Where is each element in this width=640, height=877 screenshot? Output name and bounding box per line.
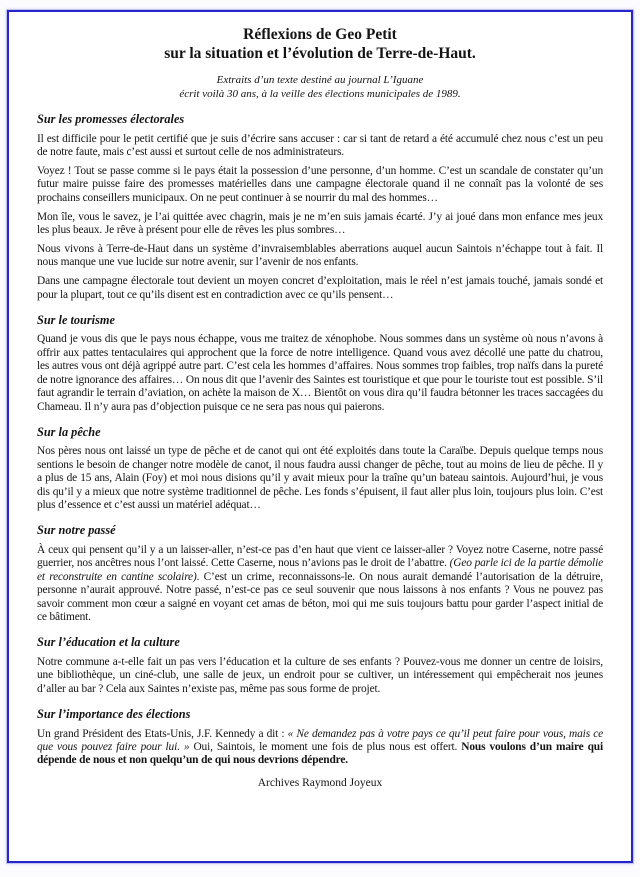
text-run: Nous voulons d’un maire qui dépende de nous et non quelqu’un de qui nous devrions dépendre. [37,741,603,767]
document-footer-credit: Archives Raymond Joyeux [257,776,383,789]
subtitle-line-1: Extraits d’un texte destiné au journal L’Iguane [216,74,424,86]
paragraph [37,165,603,205]
section-heading: Sur l’importance des élections [37,707,191,722]
paragraph [37,728,603,768]
document-page [7,10,633,863]
document-body [37,112,603,768]
text-run: Notre commune a-t-elle fait un pas vers l’éducation et la culture de ses enfants ? Pouvez-vous me donner un centre de loisirs, une bibliothèque, un ciné-club, une salle de jeux, un endroit pour se cultiver, un intéressement qui empêcherait nos jeunes d’aller au bar ? Cela aux Saintes n’existe pas, même pas sous forme de projet. [37,655,603,695]
text-run: (Geo parle ici de la partie démolie et reconstruite en cantine scolaire) [37,557,603,583]
section-heading: Sur l’éducation et la culture [37,635,180,650]
paragraph [37,333,603,413]
title-line-1: Réflexions de Geo Petit [243,26,397,43]
text-run: Quand je vous dis que le pays nous échappe, vous me traitez de xénophobe. Nous sommes dans un système où nous n’avons à offrir aux pattes tentaculaires qui approchent que la force de notre intelligence. Quand vous avez décollé une patte du chatrou, les autres vous ont déjà agrippé autre part. C’est cela les hommes d’affaires. Nous sommes trop faibles, trop naïfs dans la pureté de notre ignorance des affaires… On nous dit que l’avenir des Saintes est touristique et que pour le touriste tout est possible. S’il faut agrandir le terrain d’aviation, on achète la maison de X… Bientôt on vous dira qu’il faudra bétonner les traces saccagées du Chameau. Il n’y aura pas d’objection puisque ce ne sera pas nous qui paierons. [37,333,604,413]
paragraph [37,544,603,624]
document-title [37,26,603,63]
section-heading: Sur notre passé [37,523,116,538]
title-line-2: sur la situation et l’évolution de Terre-de-Haut. [164,44,476,62]
paragraph [37,211,603,238]
text-run: Il est difficile pour le petit certifié que je suis d’écrire sans accuser : car si tant de retard a été accumulé chez nous c’est un peu de notre faute, mais c’est aussi et surtout celle de nos administrateurs. [37,132,603,158]
section-heading: Sur la pêche [37,424,101,439]
text-run: Voyez ! Tout se passe comme si le pays était la possession d’une personne, d’un homme. C’est un scandale de constater qu’un futur maire puisse faire des promesses matérielles dans une campagne électorale quand il ne connaît pas la volonté de ses prochains conseillers municipaux. On ne peut continuer à se nourrir du mal des hommes… [37,164,603,204]
document-subtitle [37,74,603,101]
paragraph [37,656,603,696]
paragraph [37,133,603,160]
paragraph [37,243,603,270]
paragraph [37,445,603,512]
text-run: Nos pères nous ont laissé un type de pêche et de canot qui ont été exploités dans toute la Caraïbe. Depuis quelque temps nous sentions le besoin de changer notre modèle de canot, il nous faudra aussi changer de pêche, tout au moins de lieu de pêche. Il y a plus de 15 ans, Alain (Foy) et moi nous disions qu’il y avait mieux pour la traîne qu’un bateau saintois. Aujourd’hui, je vous dis qu’il y a mieux que notre système traditionnel de pêche. Les fonds s’épuisent, il faut aller plus loin, toujours plus loin. C’est plus d’essence et c’est aussi un matériel adéquat… [37,445,603,512]
section-heading: Sur le tourisme [37,312,115,327]
text-run: Un grand Président des Etats-Unis, J.F. Kennedy a dit : [37,727,288,740]
section-heading: Sur les promesses électorales [37,112,185,126]
text-run: Dans une campagne électorale tout devient un moyen concret d’exploitation, mais le réel n’est jamais touché, jamais sondé et pour la plupart, tout ce qu’ils disent est en contradiction avec ce qu’ils pensent… [37,275,603,301]
text-run: À ceux qui pensent qu’il y a un laisser-aller, n’est-ce pas d’en haut que vient ce laisser-aller ? Voyez notre Caserne, notre passé guerrier, nos ancêtres nous l’ont laissé. Cette Caserne, nous n’avions pas le droit de l’abattre. [37,543,603,570]
text-run: . C’est un crime, reconnaissons-le. On nous aurait demandé l’autorisation de la détruire, personne n’aurait approuvé. Notre passé, n’est-ce pas ce seul souvenir que nous laissons à nos enfants ? Vous ne pouvez pas savoir comment mon cœur a saigné en voyant cet amas de béton, moi qui me suis toujours battu pour garder l’aspect initial de ce bâtiment. [37,570,603,623]
text-run: « Ne demandez pas à votre pays ce qu’il peut faire pour vous, mais ce que vous pouvez faire pour lui. » [37,727,604,753]
text-run: Oui, Saintois, le moment une fois de plus nous est offert. [189,741,462,753]
subtitle-line-2: écrit voilà 30 ans, à la veille des élections municipales de 1989. [179,87,461,100]
text-run: Mon île, vous le savez, je l’ai quittée avec chagrin, mais je ne m’en suis jamais écarté. J’y ai joué dans mon enfance mes jeux les plus beaux. Je rêve à présent pour elle de rêves les plus sombres… [37,210,603,236]
text-run: Nous vivons à Terre-de-Haut dans un système d’invraisemblables aberrations auquel aucun Saintois n’échappe tout à fait. Il nous manque une vue lucide sur notre avenir, sur l’avenir de nos enfants. [37,242,603,269]
paragraph [37,275,603,302]
